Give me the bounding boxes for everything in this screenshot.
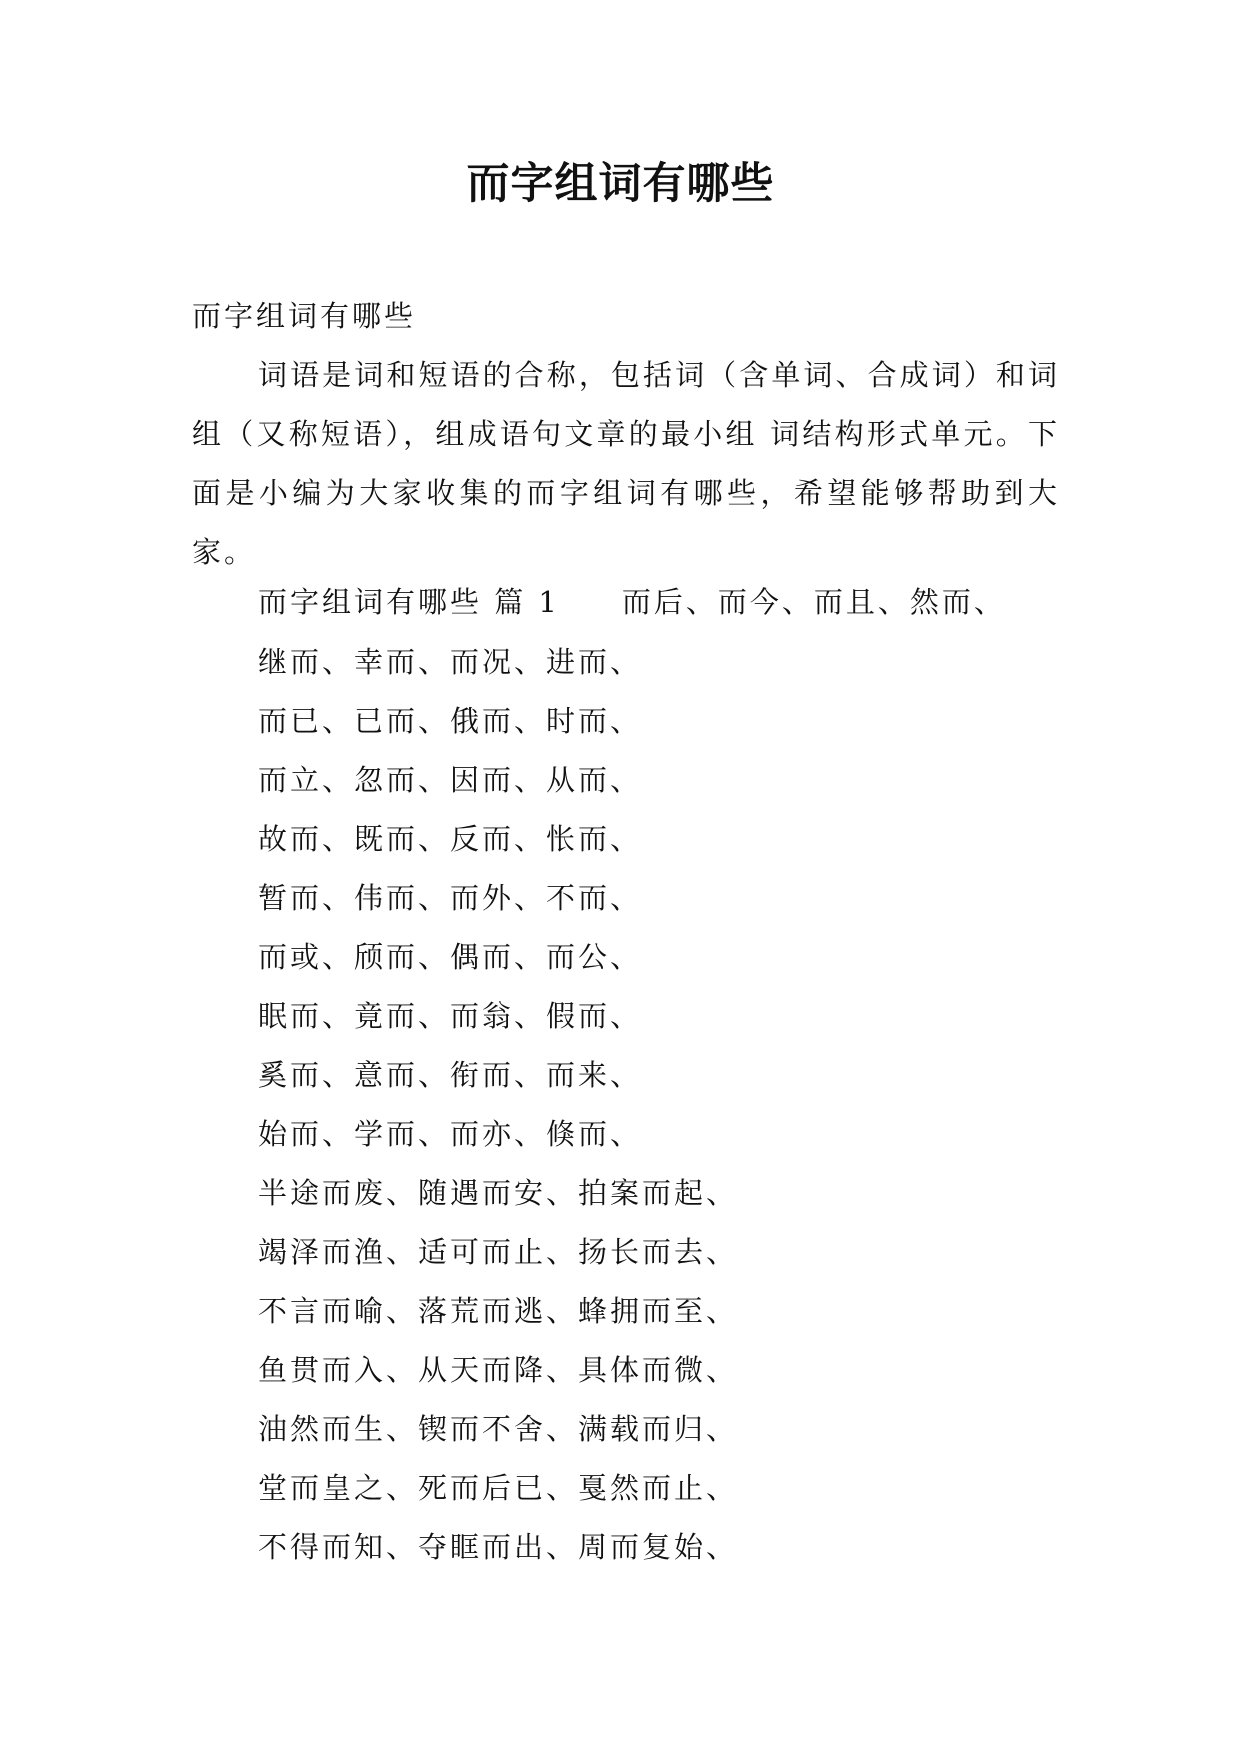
word-line: 鱼贯而入、从天而降、具体而微、	[258, 1353, 739, 1387]
word-line: 堂而皇之、死而后已、戛然而止、	[258, 1471, 739, 1505]
intro-paragraph: 词语是词和短语的合称，包括词（含单词、合成词）和词组（又称短语），组成语句文章的最小组 词结构形式单元。下面是小编为大家收集的而字组词有哪些，希望能够帮助到大家。	[192, 358, 1060, 569]
word-line: 竭泽而渔、适可而止、扬长而去、	[258, 1235, 739, 1269]
word-line: 而已、已而、俄而、时而、	[258, 704, 643, 738]
word-line: 暂而、伟而、而外、不而、	[258, 881, 643, 915]
word-line: 故而、既而、反而、怅而、	[258, 822, 643, 856]
word-line: 始而、学而、而亦、倏而、	[258, 1117, 643, 1151]
word-list	[258, 642, 738, 1586]
section-first-line	[258, 582, 1006, 622]
word-line: 眠而、竟而、而翁、假而、	[258, 999, 643, 1033]
word-line: 不得而知、夺眶而出、周而复始、	[258, 1530, 739, 1564]
word-line: 继而、幸而、而况、进而、	[258, 645, 643, 679]
word-line: 油然而生、锲而不舍、满载而归、	[258, 1412, 739, 1446]
section-heading: 而字组词有哪些 篇 1	[258, 585, 560, 619]
word-line: 而或、颀而、偶而、而公、	[258, 940, 643, 974]
word-line: 奚而、意而、衔而、而来、	[258, 1058, 643, 1092]
word-line: 而立、忽而、因而、从而、	[258, 763, 643, 797]
document-title: 而字组词有哪些	[466, 159, 775, 209]
word-line: 半途而废、随遇而安、拍案而起、	[258, 1176, 739, 1210]
section-first-words: 而后、而今、而且、然而、	[621, 585, 1006, 619]
document-subtitle: 而字组词有哪些	[192, 299, 417, 333]
word-line: 不言而喻、落荒而逃、蜂拥而至、	[258, 1294, 739, 1328]
